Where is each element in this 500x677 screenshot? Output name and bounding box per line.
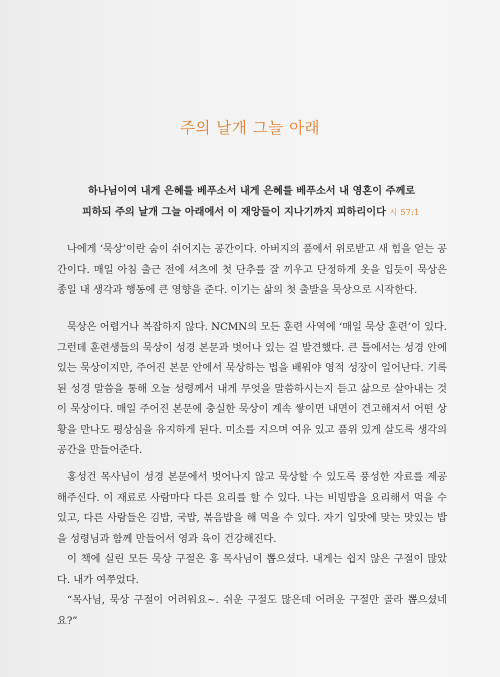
paragraph-quote: “목사님, 묵상 구절이 어려워요~. 쉬운 구절도 많은데 어려운 구절만 골라 뽑으셨네요?”	[57, 595, 447, 627]
paragraph-meditation-training: 묵상은 어렵거나 복잡하지 않다. NCMN의 모든 훈련 사역에 ‘매일 묵상 훈련’이 있다. 그런데 훈련생들의 묵상이 성경 본문과 벗어나 있는 걸 발견했다. 큰 틀에서는 성경 안에 있는 묵상이지만, 주어진 본문 안에서 묵상하는 법을 배워야 영적 성장이 일어난다. 기록된 성경 말씀을 통해 오늘 성령께서 내게 무엇을 말씀하시는지 듣고 삶으로 살아내는 것이 묵상이다. 매일 주어진 본문에 충실한 묵상이 계속 쌓이면 내면이 견고해져서 어떤 상황을 만나도 평상심을 유지하게 된다. 미소를 지으며 여유 있고 품위 있게 살도록 생각의 공간을 만들어준다.	[57, 322, 447, 456]
epigraph-text: 하나님이여 내게 은혜를 베푸소서 내게 은혜를 베푸소서 내 영혼이 주께로 피하되 주의 날개 그늘 아래에서 이 재앙들이 지나기까지 피하리이다	[82, 185, 416, 218]
page-title: 주의 날개 그늘 아래	[179, 119, 321, 137]
paragraph-pastor-materials: 홍성건 목사님이 성경 본문에서 벗어나지 않고 묵상할 수 있도록 풍성한 자료를 제공해주신다. 이 재료로 사람마다 다른 요리를 할 수 있다. 나는 비빔밥을 요리해서 먹을 수 있고, 다른 사람들은 김밥, 국밥, 볶음밥을 해 먹을 수 있다. 자기 입맛에 맞는 맛있는 밥을 성령님과 함께 만들어서 영과 육이 건강해진다.	[57, 472, 447, 545]
paragraph-group-pastor	[57, 468, 447, 632]
epigraph-reference: 시 57:1	[389, 207, 420, 217]
epigraph-verse	[82, 181, 422, 223]
paragraph-meditation-meaning: 나에게 ‘묵상’이란 숨이 쉬어지는 공간이다. 아버지의 품에서 위로받고 새 힘을 얻는 공간이다. 매일 아침 출근 전에 셔츠에 첫 단추를 잘 끼우고 단정하게 옷을 입듯이 묵상은 종일 내 생각과 행동에 큰 영향을 준다. 이기는 삶의 첫 출발을 묵상으로 시작한다.	[57, 244, 447, 296]
paragraph-selected-verses: 이 책에 실린 모든 묵상 구절은 홍 목사님이 뽑으셨다. 내게는 쉽지 않은 구절이 많았다. 내가 여쭈었다.	[57, 554, 447, 586]
